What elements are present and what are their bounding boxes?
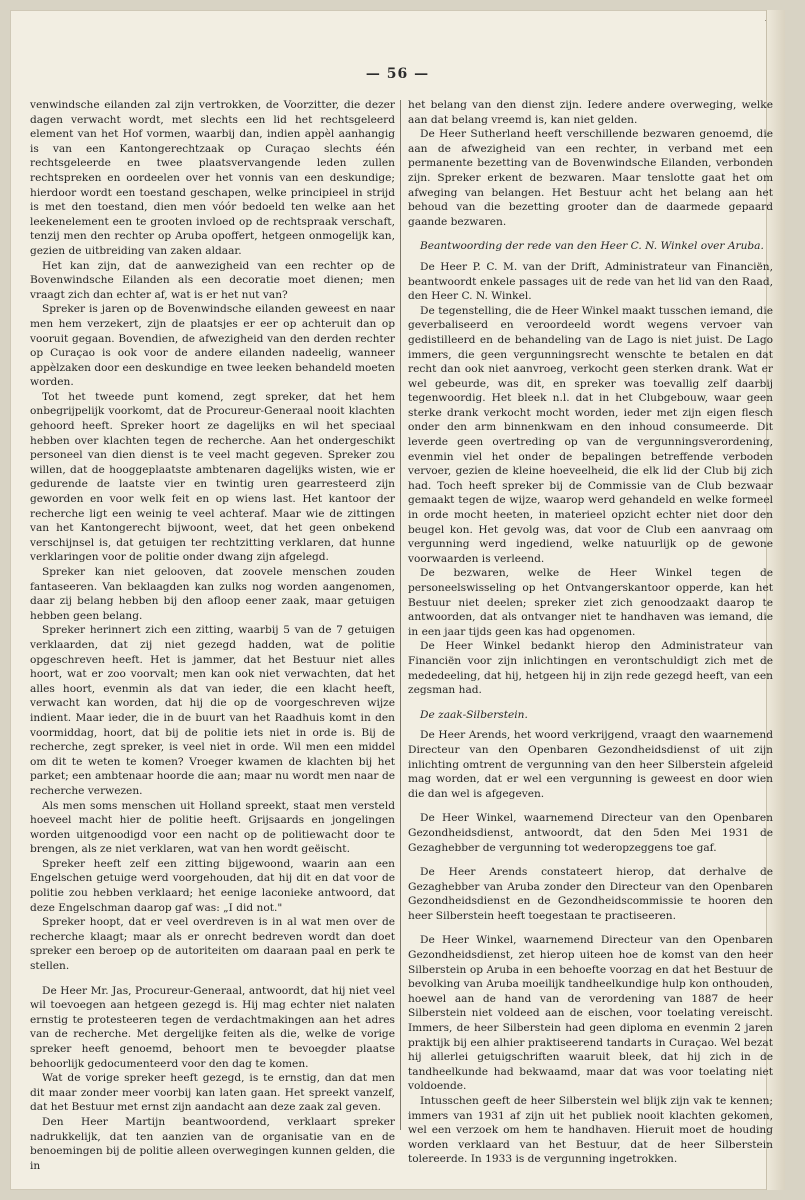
paragraph: De Heer Sutherland heeft verschillende bezwaren genoemd, die aan de afwezigheid van een rechter, in verband met een permanente bezetting van de Bovenwindsche Eilanden, verbonden zijn. Spreker erkent de bezwaren. Maar tenslotte gaat het om afweging van belangen. Het Bestuur acht het belang aan het behoud van die bezetting grooter dan de daarmede gepaard gaande bezwaren. — [408, 128, 773, 228]
paragraph: Spreker kan niet gelooven, dat zoovele menschen zouden fantaseeren. Van beklaagden kan zulks nog worden aangenomen, daar zij belang hebben bij den afloop eener zaak, maar getuigen hebben geen belang. — [30, 566, 395, 622]
section-heading-winkel-aruba: Beantwoording der rede van den Heer C. N. Winkel over Aruba. — [420, 240, 764, 253]
paragraph: Spreker herinnert zich een zitting, waarbij 5 van de 7 getuigen verklaarden, dat zij niet gezegd hadden, wat de politie opgeschreven heeft. Het is jammer, dat het Bestuur niet alles hoort, wat er zoo voorvalt; men kan ook niet verwachten, dat het alles hoort, evenmin als dat van ieder, die een klacht heeft, verwacht kan worden, dat hij die op de voorgeschreven wijze indient. Maar ieder, die in de buurt van het Raadhuis komt in den voormiddag, hoort, dat bij de politie iets niet in orde is. Bij de recherche, zegt spreker, is veel niet in orde. Wil men een middel om dit te weten te komen? Vroeger kwamen de klachten bij het parket; een ambtenaar hoorde die aan; maar nu wordt men naar de recherche verwezen. — [30, 624, 395, 797]
paragraph: De Heer Arends, het woord verkrijgend, vraagt den waarnemend Directeur van den Openbaren Gezondheidsdienst of uit zijn inlichting omtrent de vergunning van den heer Silberstein afgeleid mag worden, dat er wel een vergunning is geweest en door wien die dan wel is afgegeven. — [408, 729, 773, 800]
paragraph: Spreker is jaren op de Bovenwindsche eilanden geweest en naar men hem verzekert, zijn de plaatsjes er eer op achteruit dan op vooruit gegaan. Bovendien, de afwezigheid van den derden rechter op Curaçao is ook voor de andere eilanden nadeelig, wanneer appèlzaken door een deskundige en twee leeken behandeld moeten worden. — [30, 303, 395, 389]
paragraph: De tegenstelling, die de Heer Winkel maakt tusschen iemand, die geverbaliseerd en veroordeeld wordt wegens vervoer van gedistilleerd en de behandeling van de Lago is niet juist. De Lago immers, die geen vergunningsrecht wenschte te betalen en dat recht dan ook niet aanvroeg, verkocht geen sterken drank. Wat er wel gebeurde, was dit, en spreker was toevallig zelf daarbij tegenwoordig. Het bleek n.l. dat in het Clubgebouw, waar geen sterke drank verkocht mocht worden, ieder met zijn eigen flesch onder den arm binnenkwam en den inhoud consumeerde. Dit leverde geen overtreding op van de vergunningsverordening, evenmin viel het onder de bepalingen betreffende verboden vervoer, gezien de kleine hoeveelheid, die elk lid der Club bij zich had. Toch heeft spreker bij de Commissie van de Club bezwaar gemaakt tegen de wijze, waarop werd gehandeld en welke formeel in orde mocht heeten, in materieel opzicht echter niet door den beugel kon. Het gevolg was, dat voor de Club een aanvraag om vergunning werd ingediend, welke natuurlijk op de gewone voorwaarden is verleend. — [408, 304, 773, 565]
paragraph: Den Heer Martijn beantwoordend, verklaart spreker nadrukkelijk, dat ten aanzien van de organisatie van en de benoemingen bij de politie alleen overwegingen kunnen gelden, die in — [30, 1115, 395, 1172]
paragraph: het belang van den dienst zijn. Iedere andere overweging, welke aan dat belang vreemd is, kan niet gelden. — [408, 99, 773, 126]
document-page — [10, 10, 785, 1190]
paragraph: De Heer Winkel, waarnemend Directeur van den Openbaren Gezondheidsdienst, antwoordt, dat den 5den Mei 1931 de Gezaghebber de vergunning tot wederopzeggens toe gaf. — [408, 812, 773, 854]
paragraph: De Heer Mr. Jas, Procureur-Generaal, antwoordt, dat hij niet veel wil toevoegen aan hetgeen gezegd is. Hij mag echter niet nalaten ernstig te protesteeren tegen de verdachtmakingen aan het adres van de recherche. Met dergelijke feiten als die, welke de vorige spreker heeft genoemd, behoort men te bevoegder plaatse behoorlijk gedocumenteerd voor den dag te komen. — [30, 984, 395, 1070]
paragraph: De Heer P. C. M. van der Drift, Administrateur van Financiën, beantwoordt enkele passages uit de rede van het lid van den Raad, den Heer C. N. Winkel. — [408, 260, 773, 303]
page-number: — 56 — — [365, 66, 430, 82]
column-divider — [400, 100, 401, 1130]
paragraph: venwindsche eilanden zal zijn vertrokken, de Voorzitter, die dezer dagen verwacht wordt, met slechts een lid het rechtsgeleerd element van het Hof vormen, waarbij dan, indien appèl aanhangig is van een Kantongerechtzaak op Curaçao slechts één rechtsgeleerde en twee plaatsvervangende leden zullen rechtspreken en oordeelen over het vonnis van een deskundige; hierdoor wordt een toestand geschapen, welke principieel in strijd is met den toestand, dien men vóór bedoeld ten welke aan het leekenelement een te grooten invloed op de rechtspraak verschaft, tenzij men den rechter op Aruba opoffert, hetgeen onmogelijk kan, gezien de uitbreiding van zaken aldaar. — [30, 99, 395, 257]
paragraph: Spreker hoopt, dat er veel overdreven is in al wat men over de recherche klaagt; maar als er onrecht bedreven wordt dan doet spreker een beroep op de autoriteiten om daaraan paal en perk te stellen. — [30, 916, 395, 973]
paragraph: Wat de vorige spreker heeft gezegd, is te ernstig, dan dat men dit maar zonder meer voorbij kan laten gaan. Het spreekt vanzelf, dat het Bestuur met ernst zijn aandacht aan deze zaak zal geven. — [30, 1072, 395, 1114]
paragraph: De Heer Arends constateert hierop, dat derhalve de Gezaghebber van Aruba zonder den Directeur van den Openbaren Gezondheidsdienst en de Gezondheidscommissie te hooren den heer Silberstein heeft toegestaan te practiseeren. — [408, 866, 773, 922]
paragraph: De Heer Winkel, waarnemend Directeur van den Openbaren Gezondheidsdienst, zet hierop uiteen hoe de komst van den heer Silberstein op Aruba in een behoefte voorzag en dat het Bestuur de bevolking van Aruba moeilijk tandheelkundige hulp kon onthouden, hoewel aan de hand van de verordening van 1887 de heer Silberstein niet voldeed aan de eischen, voor toelating vereischt. Immers, de heer Silberstein had geen diploma en evenmin 2 jaren praktijk bij een alhier praktiseerend tandarts in Curaçao. Wel bezat hij allerlei getuigschriften waaruit bleek, dat hij zich in de tandheelkunde had bekwaamd, maar dat was voor toelating niet voldoende. — [408, 934, 773, 1093]
section-heading-silberstein: De zaak-Silberstein. — [420, 708, 528, 721]
paragraph: Spreker heeft zelf een zitting bijgewoond, waarin aan een Engelschen getuige werd voorgehouden, dat hij dit en dat voor de politie zou hebben verklaard; het eenige laconieke antwoord, dat deze Engelschman daarop gaf was: „I did not." — [30, 857, 395, 914]
paragraph: De bezwaren, welke de Heer Winkel tegen de personeelswisseling op het Ontvangerskantoor opperde, kan het Bestuur niet deelen; spreker ziet zich genoodzaakt daarop te antwoorden, dat als ontvanger niet te handhaven was iemand, die in een jaar tijds geen kas had opgenomen. — [408, 567, 773, 638]
paragraph: Het kan zijn, dat de aanwezigheid van een rechter op de Bovenwindsche Eilanden als een decoratie moet dienen; men vraagt zich dan echter af, wat is er het nut van? — [30, 259, 395, 301]
paragraph: Als men soms menschen uit Holland spreekt, staat men versteld hoeveel macht hier de politie heeft. Grijsaards en jongelingen worden uitgenoodigd voor een nacht op de politiewacht door te brengen, als ze niet verklaren, wat van hen wordt geëischt. — [30, 799, 395, 856]
paragraph: De Heer Winkel bedankt hierop den Administrateur van Financiën voor zijn inlichtingen en verontschuldigt zich met de mededeeling, dat hij, hetgeen hij in zijn rede gezegd heeft, van een zegsman had. — [408, 640, 773, 697]
paragraph: Tot het tweede punt komend, zegt spreker, dat het hem onbegrijpelijk voorkomt, dat de Procureur-Generaal nooit klachten gehoord heeft. Spreker hoort ze dagelijks en wil het speciaal hebben over klachten tegen de recherche. Aan het ondergeschikt personeel van dien dienst is te veel macht gegeven. Spreker zou willen, dat de hooggeplaatste ambtenaren dagelijks wisten, wie er gedurende de laatste vier en twintig uren gearresteerd zijn geworden en voor welk feit en op wiens last. Het kantoor der recherche ligt een weinig te veel achteraf. Maar wie de zittingen van het Kantongerecht bijwoont, weet, dat het geen onbekend verschijnsel is, dat getuigen ter rechtzitting verklaren, dat hunne verklaringen voor de politie onder dwang zijn afgelegd. — [30, 390, 395, 564]
left-column — [30, 98, 395, 1173]
right-column — [408, 98, 773, 1167]
paragraph: Intusschen geeft de heer Silberstein wel blijk zijn vak te kennen; immers van 1931 af zijn uit het publiek nooit klachten gekomen, wel een verzoek om hem te handhaven. Hieruit moet de houding worden verklaard van het Bestuur, dat de heer Silberstein tolereerde. In 1933 is de vergunning ingetrokken. — [408, 1095, 773, 1166]
